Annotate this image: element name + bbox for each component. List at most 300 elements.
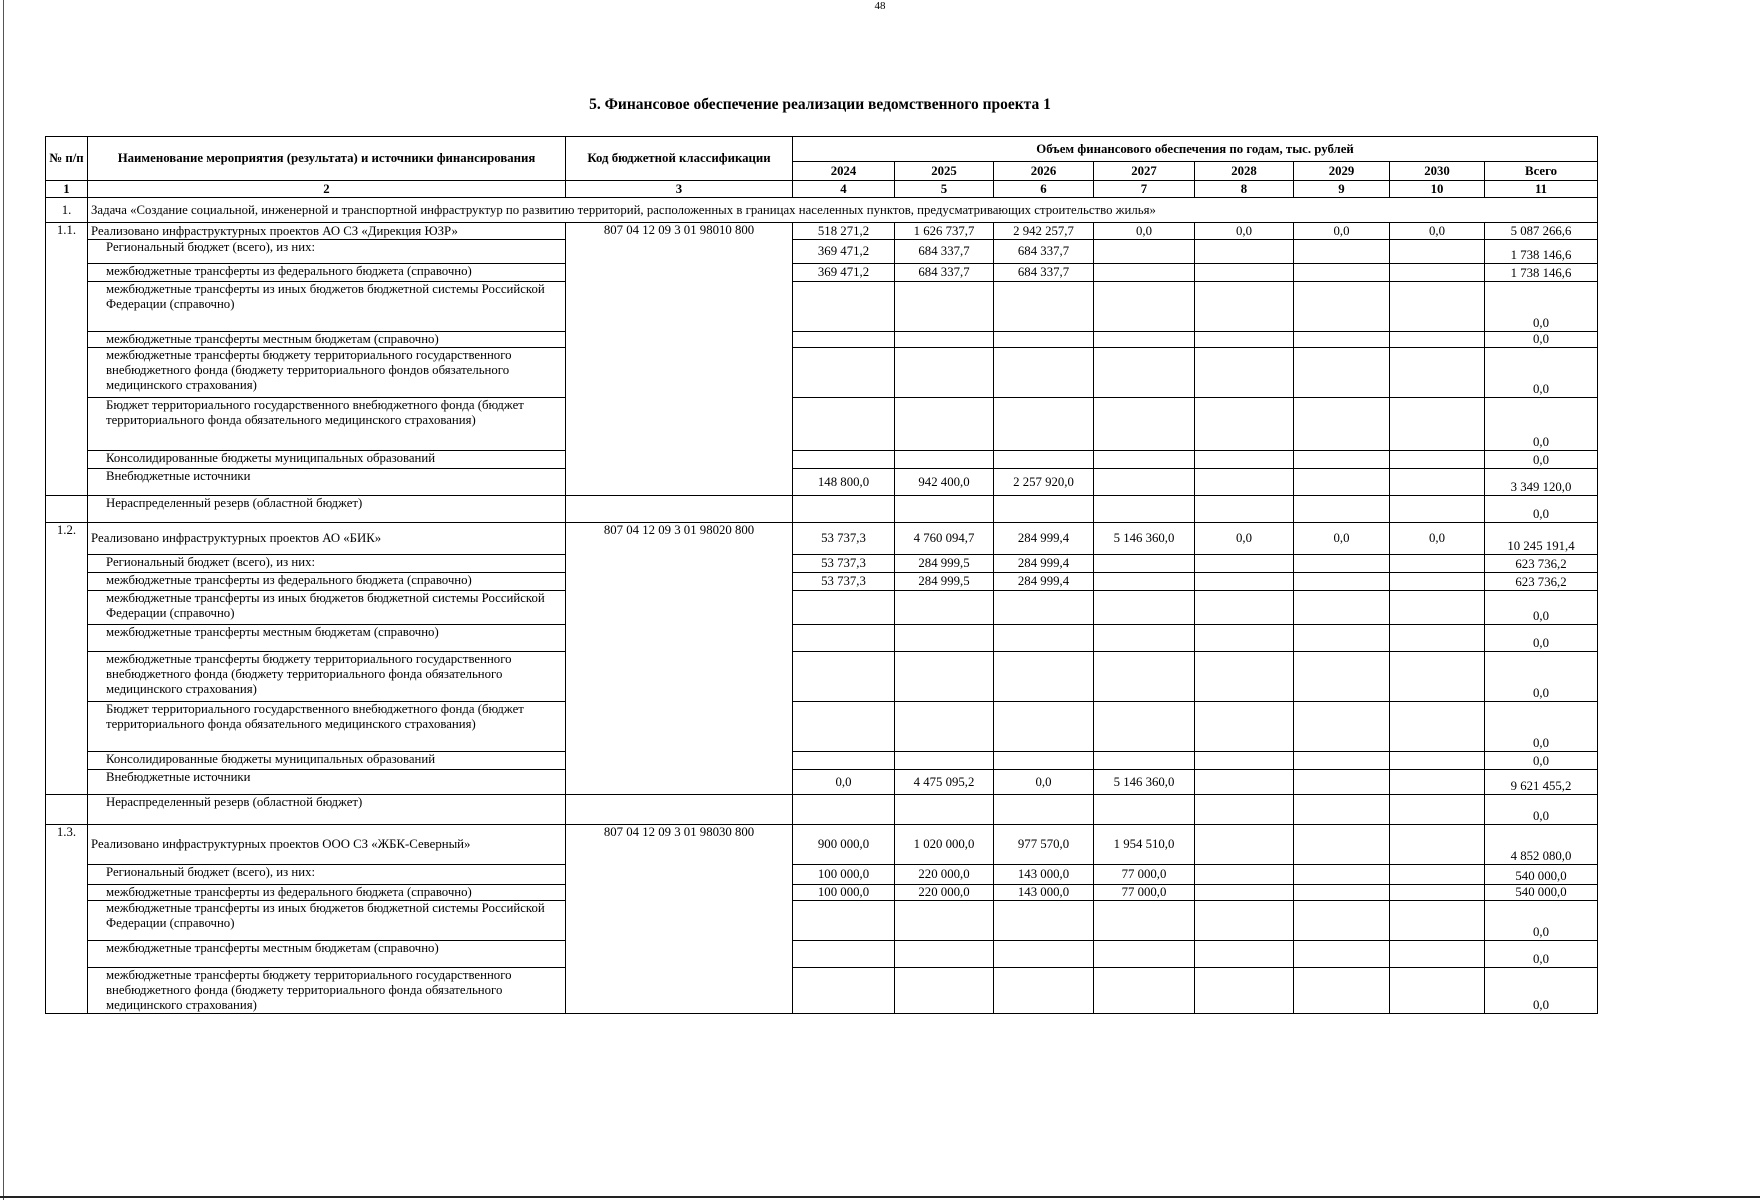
source-row — [46, 398, 1598, 451]
source-value — [1195, 264, 1294, 282]
source-value — [895, 398, 994, 451]
source-value: 0,0 — [793, 770, 895, 795]
source-value — [1294, 901, 1390, 941]
header-name: Наименование мероприятия (результата) и источники финансирования — [88, 137, 566, 181]
column-number: 11 — [1485, 181, 1598, 198]
source-value: 2 257 920,0 — [994, 469, 1094, 496]
source-value — [1294, 770, 1390, 795]
source-row — [46, 573, 1598, 591]
source-row — [46, 885, 1598, 901]
source-value — [793, 332, 895, 348]
source-value: 77 000,0 — [1094, 865, 1195, 885]
reserve-value — [1195, 496, 1294, 523]
source-value — [1195, 469, 1294, 496]
source-row — [46, 451, 1598, 469]
source-value — [1195, 752, 1294, 770]
header-year: 2024 — [793, 162, 895, 181]
source-value — [994, 652, 1094, 702]
source-label: межбюджетные трансферты бюджету территориального государственного внебюджетного фонда (бюджету территориального фонда обязательного медицинского страхования) — [88, 968, 566, 1014]
source-value — [1195, 348, 1294, 398]
reserve-value — [1294, 795, 1390, 825]
source-value — [1390, 752, 1485, 770]
source-value — [994, 591, 1094, 625]
source-value — [994, 901, 1094, 941]
source-value: 284 999,5 — [895, 555, 994, 573]
source-total: 0,0 — [1485, 625, 1598, 652]
source-value — [1294, 652, 1390, 702]
source-value — [1390, 901, 1485, 941]
source-value — [1094, 752, 1195, 770]
source-value — [895, 348, 994, 398]
source-value — [1195, 702, 1294, 752]
item-value: 977 570,0 — [994, 825, 1094, 865]
source-row — [46, 865, 1598, 885]
reserve-index-cell — [46, 496, 88, 523]
source-value — [1294, 398, 1390, 451]
source-total: 0,0 — [1485, 968, 1598, 1014]
source-value — [1294, 469, 1390, 496]
source-value — [994, 702, 1094, 752]
source-value — [1094, 702, 1195, 752]
header-total: Всего — [1485, 162, 1598, 181]
financing-table — [45, 136, 1598, 1014]
source-value — [793, 625, 895, 652]
source-value — [793, 398, 895, 451]
source-value — [895, 901, 994, 941]
source-value — [793, 348, 895, 398]
source-value — [1390, 469, 1485, 496]
source-row — [46, 282, 1598, 332]
source-value: 284 999,4 — [994, 555, 1094, 573]
source-value — [994, 752, 1094, 770]
source-label: Региональный бюджет (всего), из них: — [88, 555, 566, 573]
reserve-kbk-cell — [566, 496, 793, 523]
source-value: 77 000,0 — [1094, 885, 1195, 901]
column-number: 4 — [793, 181, 895, 198]
source-value — [1195, 573, 1294, 591]
source-value — [1390, 941, 1485, 968]
source-value — [895, 591, 994, 625]
source-value: 100 000,0 — [793, 865, 895, 885]
source-row — [46, 702, 1598, 752]
source-value — [1195, 332, 1294, 348]
source-value — [1094, 264, 1195, 282]
source-total: 9 621 455,2 — [1485, 770, 1598, 795]
source-label: Региональный бюджет (всего), из них: — [88, 865, 566, 885]
source-value — [1294, 282, 1390, 332]
reserve-row — [46, 496, 1598, 523]
reserve-label: Нераспределенный резерв (областной бюджет) — [88, 795, 566, 825]
reserve-value — [895, 795, 994, 825]
reserve-row — [46, 795, 1598, 825]
source-value — [793, 652, 895, 702]
source-value — [1294, 968, 1390, 1014]
reserve-value — [793, 795, 895, 825]
source-value: 220 000,0 — [895, 885, 994, 901]
source-value — [1390, 885, 1485, 901]
source-value — [994, 398, 1094, 451]
source-value — [1294, 702, 1390, 752]
source-value — [1094, 941, 1195, 968]
source-value — [1390, 398, 1485, 451]
source-total: 0,0 — [1485, 332, 1598, 348]
source-value — [793, 282, 895, 332]
source-total: 1 738 146,6 — [1485, 240, 1598, 264]
source-value: 220 000,0 — [895, 865, 994, 885]
source-value — [895, 968, 994, 1014]
source-value — [895, 625, 994, 652]
source-label: Консолидированные бюджеты муниципальных образований — [88, 451, 566, 469]
source-value: 369 471,2 — [793, 264, 895, 282]
source-value — [895, 332, 994, 348]
page-bottom-line — [0, 1196, 1760, 1198]
source-value: 0,0 — [994, 770, 1094, 795]
reserve-index-cell — [46, 795, 88, 825]
item-value: 900 000,0 — [793, 825, 895, 865]
source-total: 0,0 — [1485, 901, 1598, 941]
source-total: 0,0 — [1485, 941, 1598, 968]
source-value — [1390, 625, 1485, 652]
source-value — [1195, 451, 1294, 469]
header-kbk: Код бюджетной классификации — [566, 137, 793, 181]
column-number: 3 — [566, 181, 793, 198]
item-value: 5 146 360,0 — [1094, 523, 1195, 555]
item-total: 4 852 080,0 — [1485, 825, 1598, 865]
item-total: 10 245 191,4 — [1485, 523, 1598, 555]
source-label: Внебюджетные источники — [88, 770, 566, 795]
source-label: межбюджетные трансферты из иных бюджетов бюджетной системы Российской Федерации (справочно) — [88, 591, 566, 625]
source-total: 3 349 120,0 — [1485, 469, 1598, 496]
source-total: 0,0 — [1485, 591, 1598, 625]
source-total: 0,0 — [1485, 398, 1598, 451]
source-label: межбюджетные трансферты из федерального бюджета (справочно) — [88, 264, 566, 282]
item-name: Реализовано инфраструктурных проектов ООО СЗ «ЖБК-Северный» — [88, 825, 566, 865]
item-value: 0,0 — [1390, 223, 1485, 240]
item-value: 1 954 510,0 — [1094, 825, 1195, 865]
source-value — [1390, 591, 1485, 625]
header-num: № п/п — [46, 137, 88, 181]
source-row — [46, 752, 1598, 770]
source-value — [1094, 625, 1195, 652]
source-total: 0,0 — [1485, 752, 1598, 770]
source-value — [1294, 555, 1390, 573]
reserve-value — [1094, 795, 1195, 825]
item-kbk: 807 04 12 09 3 01 98020 800 — [566, 523, 793, 795]
reserve-value — [1195, 795, 1294, 825]
column-number-row — [46, 181, 1598, 198]
source-value — [1390, 240, 1485, 264]
source-value — [895, 282, 994, 332]
item-value — [1294, 825, 1390, 865]
source-value — [793, 901, 895, 941]
source-value — [1294, 591, 1390, 625]
item-name: Реализовано инфраструктурных проектов АО СЗ «Дирекция ЮЗР» — [88, 223, 566, 240]
source-value — [1094, 282, 1195, 332]
header-years-group: Объем финансового обеспечения по годам, тыс. рублей — [793, 137, 1598, 162]
item-value: 0,0 — [1094, 223, 1195, 240]
source-value — [1094, 451, 1195, 469]
source-value — [1094, 652, 1195, 702]
source-value — [1390, 573, 1485, 591]
source-value: 684 337,7 — [895, 240, 994, 264]
column-number: 6 — [994, 181, 1094, 198]
source-value — [1094, 901, 1195, 941]
source-total: 540 000,0 — [1485, 865, 1598, 885]
source-value — [994, 968, 1094, 1014]
source-value — [1294, 885, 1390, 901]
source-total: 1 738 146,6 — [1485, 264, 1598, 282]
column-number: 9 — [1294, 181, 1390, 198]
column-number: 7 — [1094, 181, 1195, 198]
source-label: межбюджетные трансферты из иных бюджетов бюджетной системы Российской Федерации (справочно) — [88, 901, 566, 941]
source-row — [46, 625, 1598, 652]
source-value — [1094, 398, 1195, 451]
source-value — [1390, 332, 1485, 348]
source-value: 369 471,2 — [793, 240, 895, 264]
source-value — [1390, 555, 1485, 573]
source-value: 684 337,7 — [994, 240, 1094, 264]
source-label: межбюджетные трансферты из федерального бюджета (справочно) — [88, 573, 566, 591]
item-value: 1 626 737,7 — [895, 223, 994, 240]
source-value — [1294, 451, 1390, 469]
source-value — [1094, 469, 1195, 496]
source-value — [895, 702, 994, 752]
source-value — [895, 652, 994, 702]
source-value — [793, 968, 895, 1014]
item-value: 0,0 — [1294, 223, 1390, 240]
source-value — [1195, 282, 1294, 332]
source-total: 0,0 — [1485, 282, 1598, 332]
reserve-value — [994, 496, 1094, 523]
source-value — [1294, 941, 1390, 968]
item-row — [46, 523, 1598, 555]
source-value — [1294, 752, 1390, 770]
task-text: Задача «Создание социальной, инженерной и транспортной инфраструктур по развитию территорий, расположенных в границах населенных пунктов, предусматривающих строительство жилья» — [88, 198, 1598, 223]
item-value: 518 271,2 — [793, 223, 895, 240]
source-total: 0,0 — [1485, 702, 1598, 752]
reserve-kbk-cell — [566, 795, 793, 825]
source-label: межбюджетные трансферты из федерального бюджета (справочно) — [88, 885, 566, 901]
item-value — [1195, 825, 1294, 865]
source-value — [1094, 240, 1195, 264]
task-number: 1. — [46, 198, 88, 223]
source-value — [1390, 282, 1485, 332]
task-row — [46, 198, 1598, 223]
column-number: 10 — [1390, 181, 1485, 198]
source-value: 684 337,7 — [994, 264, 1094, 282]
item-number: 1.3. — [46, 825, 88, 1014]
source-value — [1294, 348, 1390, 398]
source-value — [1294, 332, 1390, 348]
source-value — [994, 282, 1094, 332]
source-total: 540 000,0 — [1485, 885, 1598, 901]
header-year: 2025 — [895, 162, 994, 181]
source-value: 53 737,3 — [793, 555, 895, 573]
column-number: 5 — [895, 181, 994, 198]
source-value — [1294, 240, 1390, 264]
source-value — [1390, 865, 1485, 885]
source-value — [994, 625, 1094, 652]
item-kbk: 807 04 12 09 3 01 98030 800 — [566, 825, 793, 1014]
header-year: 2030 — [1390, 162, 1485, 181]
source-value: 942 400,0 — [895, 469, 994, 496]
source-value — [1294, 573, 1390, 591]
source-value — [793, 702, 895, 752]
item-row — [46, 825, 1598, 865]
source-value — [1294, 865, 1390, 885]
source-total: 0,0 — [1485, 451, 1598, 469]
item-value: 0,0 — [1195, 523, 1294, 555]
source-value — [994, 941, 1094, 968]
reserve-label: Нераспределенный резерв (областной бюджет) — [88, 496, 566, 523]
source-value — [994, 451, 1094, 469]
source-label: межбюджетные трансферты бюджету территориального государственного внебюджетного фонда (бюджету территориального фонда обязательного медицинского страхования) — [88, 652, 566, 702]
source-row — [46, 591, 1598, 625]
column-number: 8 — [1195, 181, 1294, 198]
source-label: Региональный бюджет (всего), из них: — [88, 240, 566, 264]
source-label: Внебюджетные источники — [88, 469, 566, 496]
source-value — [793, 591, 895, 625]
item-kbk: 807 04 12 09 3 01 98010 800 — [566, 223, 793, 496]
source-value — [994, 332, 1094, 348]
source-value — [1195, 555, 1294, 573]
source-total: 0,0 — [1485, 348, 1598, 398]
item-value: 1 020 000,0 — [895, 825, 994, 865]
source-value — [1390, 770, 1485, 795]
source-row — [46, 348, 1598, 398]
source-value — [793, 941, 895, 968]
source-value — [793, 451, 895, 469]
item-number: 1.2. — [46, 523, 88, 795]
source-value: 684 337,7 — [895, 264, 994, 282]
source-value — [1094, 573, 1195, 591]
source-total: 623 736,2 — [1485, 573, 1598, 591]
source-value: 284 999,5 — [895, 573, 994, 591]
item-value: 0,0 — [1390, 523, 1485, 555]
item-value: 0,0 — [1195, 223, 1294, 240]
page-left-edge — [3, 0, 4, 1200]
source-value — [1094, 555, 1195, 573]
source-value — [1294, 264, 1390, 282]
source-value — [895, 752, 994, 770]
source-value — [1195, 625, 1294, 652]
source-value — [1195, 901, 1294, 941]
page-title: 5. Финансовое обеспечение реализации ведомственного проекта 1 — [589, 96, 1051, 113]
source-row — [46, 968, 1598, 1014]
source-value: 143 000,0 — [994, 865, 1094, 885]
source-total: 0,0 — [1485, 652, 1598, 702]
source-label: межбюджетные трансферты местным бюджетам (справочно) — [88, 625, 566, 652]
source-value: 148 800,0 — [793, 469, 895, 496]
source-label: Бюджет территориального государственного внебюджетного фонда (бюджет территориального фонда обязательного медицинского страхования) — [88, 702, 566, 752]
source-total: 623 736,2 — [1485, 555, 1598, 573]
source-value — [1390, 264, 1485, 282]
reserve-total: 0,0 — [1485, 795, 1598, 825]
source-label: Консолидированные бюджеты муниципальных образований — [88, 752, 566, 770]
item-value: 0,0 — [1294, 523, 1390, 555]
source-value — [1094, 332, 1195, 348]
source-row — [46, 469, 1598, 496]
source-row — [46, 555, 1598, 573]
source-value — [1390, 451, 1485, 469]
column-number: 1 — [46, 181, 88, 198]
source-row — [46, 264, 1598, 282]
header-year: 2026 — [994, 162, 1094, 181]
source-row — [46, 332, 1598, 348]
source-value: 100 000,0 — [793, 885, 895, 901]
source-value — [793, 752, 895, 770]
item-number: 1.1. — [46, 223, 88, 496]
item-value — [1390, 825, 1485, 865]
source-value — [1195, 240, 1294, 264]
source-value: 143 000,0 — [994, 885, 1094, 901]
source-value — [1094, 348, 1195, 398]
source-value — [994, 348, 1094, 398]
reserve-value — [1390, 496, 1485, 523]
source-value — [1195, 865, 1294, 885]
source-row — [46, 240, 1598, 264]
source-value — [1195, 941, 1294, 968]
source-value — [1195, 770, 1294, 795]
header-year: 2029 — [1294, 162, 1390, 181]
item-row — [46, 223, 1598, 240]
source-value — [1390, 702, 1485, 752]
item-value: 284 999,4 — [994, 523, 1094, 555]
source-value — [1294, 625, 1390, 652]
header-year: 2028 — [1195, 162, 1294, 181]
source-value — [1390, 968, 1485, 1014]
source-value — [1094, 591, 1195, 625]
source-label: межбюджетные трансферты бюджету территориального государственного внебюджетного фонда (бюджету территориального фондов обязательного медицинского страхования) — [88, 348, 566, 398]
source-value: 5 146 360,0 — [1094, 770, 1195, 795]
reserve-value — [1094, 496, 1195, 523]
source-row — [46, 941, 1598, 968]
column-number: 2 — [88, 181, 566, 198]
source-label: межбюджетные трансферты местным бюджетам (справочно) — [88, 941, 566, 968]
source-value — [895, 941, 994, 968]
source-value: 284 999,4 — [994, 573, 1094, 591]
source-value — [1195, 652, 1294, 702]
source-value: 53 737,3 — [793, 573, 895, 591]
reserve-value — [895, 496, 994, 523]
source-label: межбюджетные трансферты местным бюджетам (справочно) — [88, 332, 566, 348]
source-row — [46, 901, 1598, 941]
source-value — [1195, 885, 1294, 901]
reserve-value — [994, 795, 1094, 825]
source-value — [1195, 398, 1294, 451]
source-value — [1195, 968, 1294, 1014]
reserve-value — [793, 496, 895, 523]
source-row — [46, 652, 1598, 702]
source-value: 4 475 095,2 — [895, 770, 994, 795]
source-value — [1094, 968, 1195, 1014]
source-value — [895, 451, 994, 469]
reserve-value — [1390, 795, 1485, 825]
reserve-total: 0,0 — [1485, 496, 1598, 523]
item-value: 4 760 094,7 — [895, 523, 994, 555]
item-name: Реализовано инфраструктурных проектов АО «БИК» — [88, 523, 566, 555]
reserve-value — [1294, 496, 1390, 523]
item-value: 2 942 257,7 — [994, 223, 1094, 240]
page-number: 48 — [874, 0, 886, 12]
source-value — [1195, 591, 1294, 625]
source-label: Бюджет территориального государственного внебюджетного фонда (бюджет территориального фонда обязательного медицинского страхования) — [88, 398, 566, 451]
source-label: межбюджетные трансферты из иных бюджетов бюджетной системы Российской Федерации (справочно) — [88, 282, 566, 332]
header-year: 2027 — [1094, 162, 1195, 181]
item-value: 53 737,3 — [793, 523, 895, 555]
source-value — [1390, 348, 1485, 398]
source-value — [1390, 652, 1485, 702]
